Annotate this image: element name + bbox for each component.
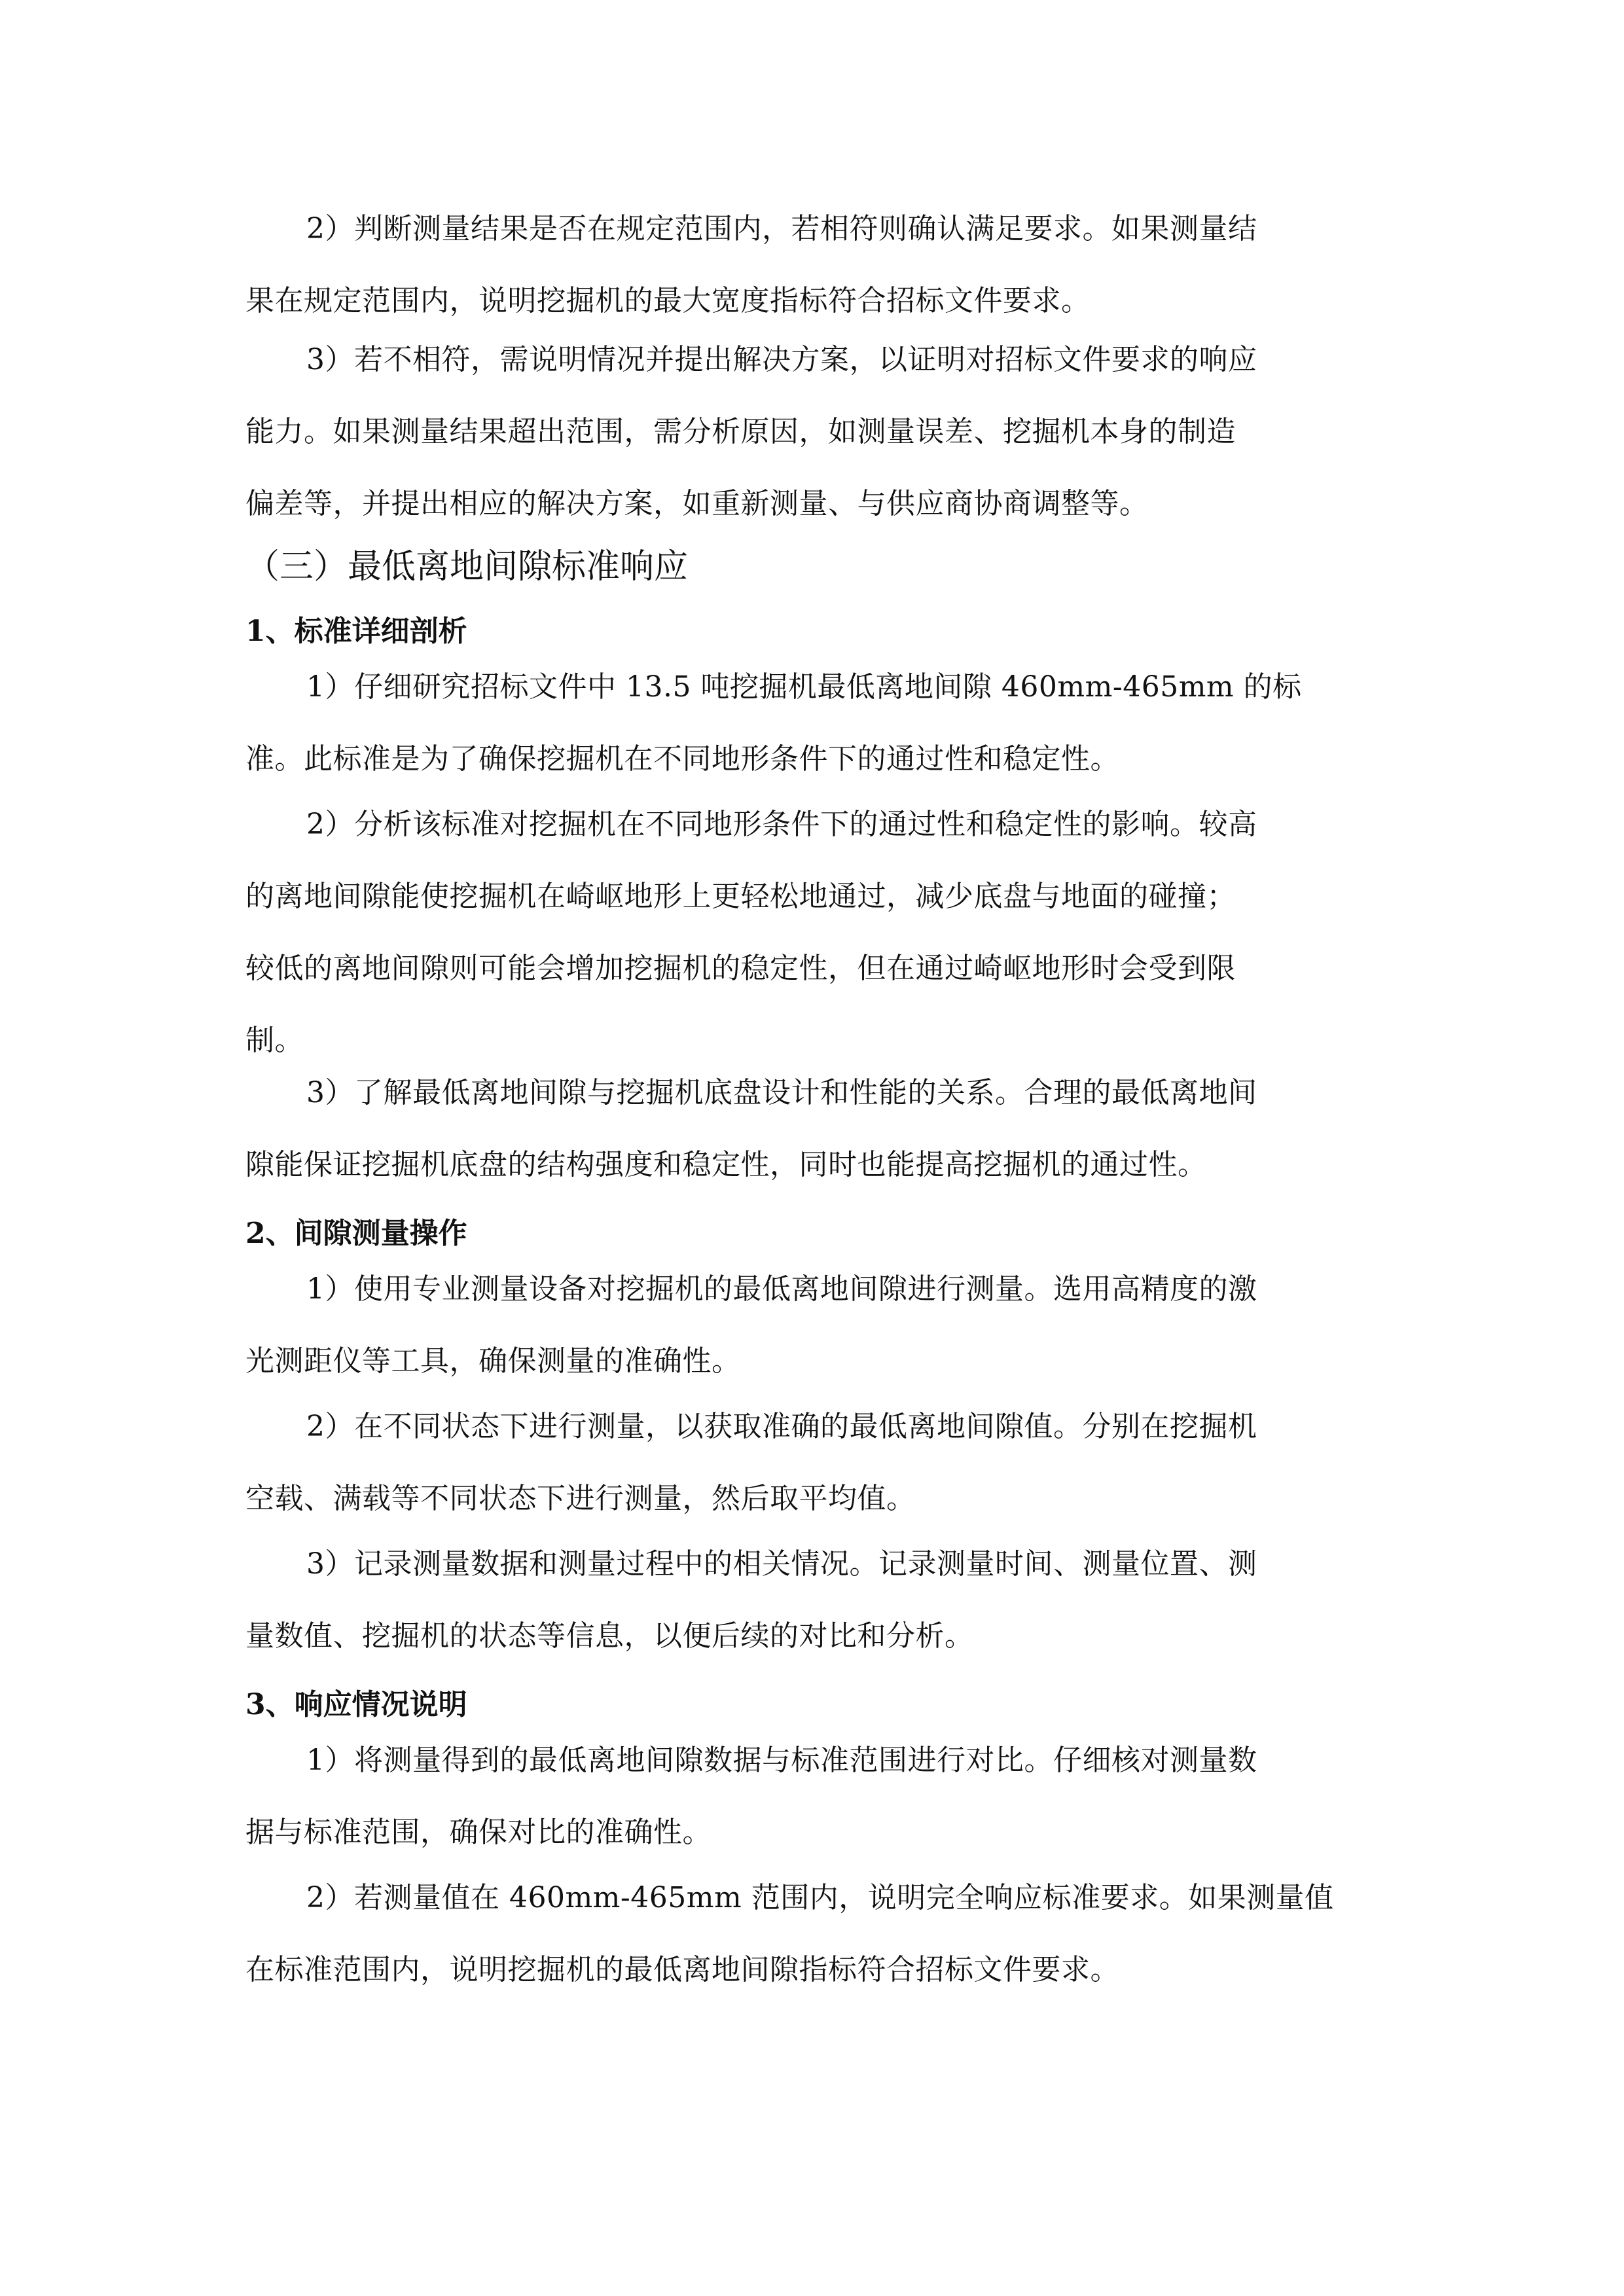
paragraph <box>245 651 1388 795</box>
paragraph-line: 1）将测量得到的最低离地间隙数据与标准范围进行对比。仔细核对测量数 <box>306 1744 1257 1777</box>
paragraph-line: 3）若不相符，需说明情况并提出解决方案，以证明对招标文件要求的响应 <box>306 343 1257 376</box>
paragraph <box>245 789 1388 1077</box>
paragraph-line: 果在规定范围内，说明挖掘机的最大宽度指标符合招标文件要求。 <box>245 284 1091 317</box>
paragraph-line: 据与标准范围，确保对比的准确性。 <box>245 1816 712 1849</box>
paragraph <box>245 193 1388 337</box>
paragraph-line: 2）在不同状态下进行测量，以获取准确的最低离地间隙值。分别在挖掘机 <box>306 1410 1257 1443</box>
paragraph <box>245 1391 1388 1535</box>
paragraph <box>245 1528 1388 1672</box>
paragraph-line: 能力。如果测量结果超出范围，需分析原因，如测量误差、挖掘机本身的制造 <box>245 415 1236 448</box>
paragraph <box>245 1057 1388 1201</box>
paragraph <box>245 324 1388 540</box>
paragraph-line: 3）了解最低离地间隙与挖掘机底盘设计和性能的关系。合理的最低离地间 <box>306 1076 1257 1109</box>
paragraph-line: 较低的离地间隙则可能会增加挖掘机的稳定性，但在通过崎岖地形时会受到限 <box>245 952 1236 985</box>
paragraph-line: 2）分析该标准对挖掘机在不同地形条件下的通过性和稳定性的影响。较高 <box>306 808 1257 841</box>
paragraph-line: 光测距仪等工具，确保测量的准确性。 <box>245 1344 741 1378</box>
paragraph-line: 3）记录测量数据和测量过程中的相关情况。记录测量时间、测量位置、测 <box>306 1547 1257 1581</box>
paragraph-line: 制。 <box>245 1024 304 1057</box>
subsection-heading: 3、响应情况说明 <box>245 1688 467 1721</box>
paragraph <box>245 1253 1388 1397</box>
paragraph-line: 空载、满载等不同状态下进行测量，然后取平均值。 <box>245 1482 916 1515</box>
section-heading: （三）最低离地间隙标准响应 <box>245 547 689 586</box>
paragraph-line: 在标准范围内，说明挖掘机的最低离地间隙指标符合招标文件要求。 <box>245 1953 1119 1986</box>
paragraph-line: 偏差等，并提出相应的解决方案，如重新测量、与供应商协商调整等。 <box>245 487 1149 520</box>
paragraph-line: 隙能保证挖掘机底盘的结构强度和稳定性，同时也能提高挖掘机的通过性。 <box>245 1148 1207 1181</box>
paragraph-line: 的离地间隙能使挖掘机在崎岖地形上更轻松地通过，减少底盘与地面的碰撞； <box>245 880 1236 913</box>
paragraph-line: 1）使用专业测量设备对挖掘机的最低离地间隙进行测量。选用高精度的激 <box>306 1272 1257 1306</box>
paragraph-line: 准。此标准是为了确保挖掘机在不同地形条件下的通过性和稳定性。 <box>245 742 1119 776</box>
paragraph-line: 2）判断测量结果是否在规定范围内，若相符则确认满足要求。如果测量结 <box>306 212 1257 245</box>
paragraph-line: 2）若测量值在 460mm-465mm 范围内，说明完全响应标准要求。如果测量值 <box>306 1881 1334 1914</box>
subsection-heading: 2、间隙测量操作 <box>245 1217 467 1250</box>
paragraph-line: 1）仔细研究招标文件中 13.5 吨挖掘机最低离地间隙 460mm-465mm 的标 <box>306 670 1302 704</box>
paragraph <box>245 1862 1388 2006</box>
paragraph-line: 量数值、挖掘机的状态等信息，以便后续的对比和分析。 <box>245 1619 974 1653</box>
paragraph <box>245 1725 1388 1869</box>
subsection-heading: 1、标准详细剖析 <box>245 615 467 648</box>
